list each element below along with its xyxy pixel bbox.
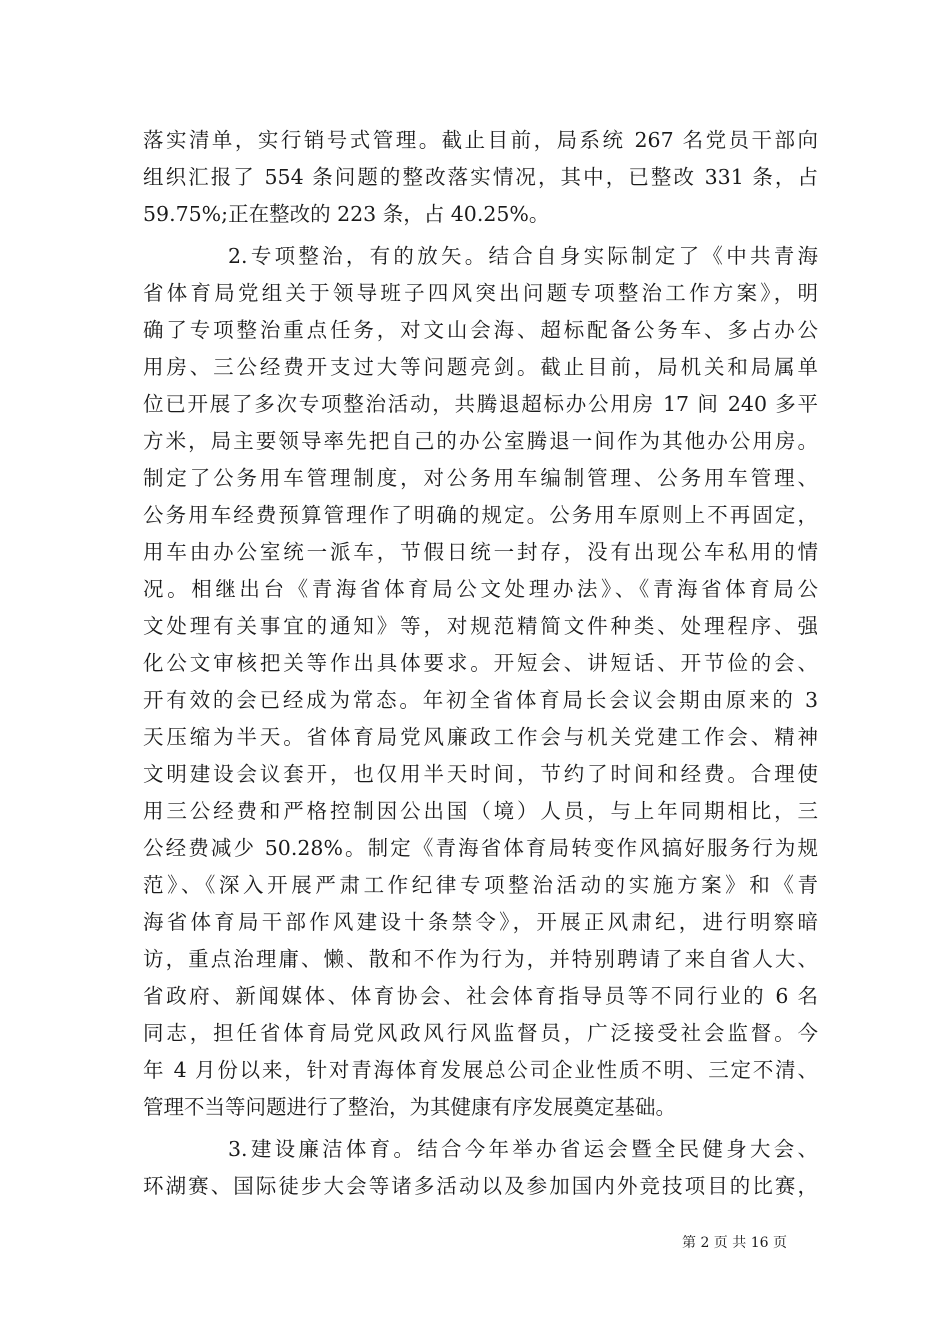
text-line: 公经费减少 50.28%。制定《青海省体育局转变作风搞好服务行为规 (143, 836, 818, 860)
text-line: 组织汇报了 554 条问题的整改落实情况，其中，已整改 331 条，占 (143, 165, 818, 189)
text-line: 化公文审核把关等作出具体要求。开短会、讲短话、开节俭的会、 (143, 651, 818, 675)
text-line: 海省体育局干部作风建设十条禁令》，开展正风肃纪，进行明察暗 (143, 910, 818, 934)
text-line: 用三公经费和严格控制因公出国（境）人员，与上年同期相比，三 (143, 799, 818, 823)
text-line: 文处理有关事宜的通知》等，对规范精简文件种类、处理程序、强 (143, 614, 818, 638)
text-line: 范》、《深入开展严肃工作纪律专项整治活动的实施方案》和《青 (143, 873, 818, 897)
text-line: 访，重点治理庸、懒、散和不作为行为，并特别聘请了来自省人大、 (143, 947, 818, 971)
text-line: 位已开展了多次专项整治活动，共腾退超标办公用房 17 间 240 多平 (143, 392, 818, 416)
document-body (143, 122, 818, 1205)
text-line: 方米，局主要领导率先把自己的办公室腾退一间作为其他办公用房。 (143, 429, 818, 453)
text-line: 用车由办公室统一派车，节假日统一封存，没有出现公车私用的情 (143, 540, 818, 564)
text-line: 落实清单，实行销号式管理。截止目前，局系统 267 名党员干部向 (143, 128, 818, 152)
text-line: 环湖赛、国际徒步大会等诸多活动以及参加国内外竞技项目的比赛， (143, 1174, 818, 1198)
text-line: 确了专项整治重点任务，对文山会海、超标配备公务车、多占办公 (143, 318, 818, 342)
page-number: 第 2 页 共 16 页 (682, 1235, 787, 1251)
text-line: 用房、三公经费开支过大等问题亮剑。截止目前，局机关和局属单 (143, 355, 818, 379)
section-heading-line: 2.专项整治，有的放矢。结合自身实际制定了《中共青海 (228, 244, 818, 268)
text-line: 59.75%;正在整改的 223 条，占 40.25%。 (143, 202, 550, 226)
text-line: 省体育局党组关于领导班子四风突出问题专项整治工作方案》，明 (143, 281, 818, 305)
text-line: 省政府、新闻媒体、体育协会、社会体育指导员等不同行业的 6 名 (143, 984, 818, 1008)
text-line: 年 4 月份以来，针对青海体育发展总公司企业性质不明、三定不清、 (143, 1058, 818, 1082)
text-line: 况。相继出台《青海省体育局公文处理办法》、《青海省体育局公 (143, 577, 818, 601)
text-line: 文明建设会议套开，也仅用半天时间，节约了时间和经费。合理使 (143, 762, 818, 786)
text-line: 公务用车经费预算管理作了明确的规定。公务用车原则上不再固定， (143, 503, 818, 527)
text-line: 制定了公务用车管理制度，对公务用车编制管理、公务用车管理、 (143, 466, 818, 490)
section-heading-line: 3.建设廉洁体育。结合今年举办省运会暨全民健身大会、 (228, 1137, 818, 1161)
text-line: 管理不当等问题进行了整治，为其健康有序发展奠定基础。 (143, 1095, 676, 1119)
text-line: 天压缩为半天。省体育局党风廉政工作会与机关党建工作会、精神 (143, 725, 818, 749)
text-line: 同志，担任省体育局党风政风行风监督员，广泛接受社会监督。今 (143, 1021, 818, 1045)
text-line: 开有效的会已经成为常态。年初全省体育局长会议会期由原来的 3 (143, 688, 818, 712)
